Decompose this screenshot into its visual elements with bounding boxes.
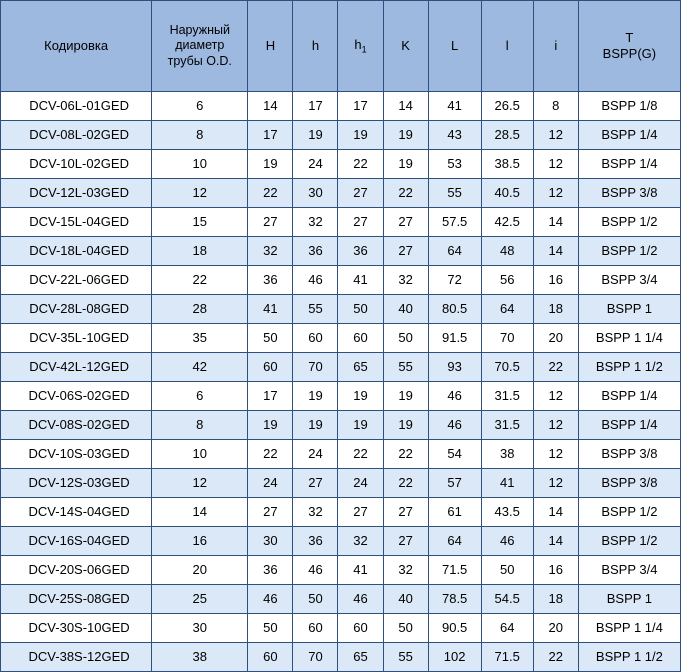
cell-h1: 27 — [338, 498, 383, 527]
cell-h1: 60 — [338, 614, 383, 643]
cell-h: 46 — [293, 556, 338, 585]
cell-H: 17 — [248, 382, 293, 411]
cell-code: DCV-06S-02GED — [1, 382, 152, 411]
cell-od: 25 — [152, 585, 248, 614]
cell-L: 61 — [428, 498, 481, 527]
cell-l: 70.5 — [481, 353, 533, 382]
cell-h1: 27 — [338, 208, 383, 237]
cell-i: 14 — [533, 208, 578, 237]
cell-code: DCV-06L-01GED — [1, 92, 152, 121]
cell-K: 55 — [383, 353, 428, 382]
cell-h: 36 — [293, 527, 338, 556]
column-header-i — [533, 1, 578, 92]
cell-od: 18 — [152, 237, 248, 266]
cell-h: 27 — [293, 469, 338, 498]
column-header-thread — [578, 1, 680, 92]
cell-K: 19 — [383, 121, 428, 150]
cell-K: 27 — [383, 208, 428, 237]
cell-L: 80.5 — [428, 295, 481, 324]
table-row — [1, 295, 681, 324]
cell-od: 8 — [152, 411, 248, 440]
cell-h: 50 — [293, 585, 338, 614]
table-row — [1, 527, 681, 556]
cell-i: 16 — [533, 266, 578, 295]
cell-h1: 22 — [338, 150, 383, 179]
cell-i: 20 — [533, 324, 578, 353]
cell-T: BSPP 1/4 — [578, 411, 680, 440]
cell-code: DCV-30S-10GED — [1, 614, 152, 643]
cell-i: 12 — [533, 440, 578, 469]
column-header-l — [481, 1, 533, 92]
cell-h: 55 — [293, 295, 338, 324]
cell-T: BSPP 1 1/2 — [578, 643, 680, 672]
column-header-i-label: i — [554, 37, 558, 53]
cell-code: DCV-14S-04GED — [1, 498, 152, 527]
cell-l: 48 — [481, 237, 533, 266]
cell-K: 27 — [383, 498, 428, 527]
cell-h: 70 — [293, 353, 338, 382]
cell-H: 41 — [248, 295, 293, 324]
cell-H: 32 — [248, 237, 293, 266]
cell-H: 36 — [248, 266, 293, 295]
cell-l: 54.5 — [481, 585, 533, 614]
column-header-code — [1, 1, 152, 92]
cell-h: 32 — [293, 498, 338, 527]
cell-L: 46 — [428, 382, 481, 411]
cell-H: 30 — [248, 527, 293, 556]
cell-K: 27 — [383, 237, 428, 266]
cell-od: 20 — [152, 556, 248, 585]
cell-L: 72 — [428, 266, 481, 295]
cell-h1: 27 — [338, 179, 383, 208]
cell-h: 24 — [293, 440, 338, 469]
cell-i: 12 — [533, 469, 578, 498]
cell-code: DCV-12S-03GED — [1, 469, 152, 498]
table-row — [1, 382, 681, 411]
cell-K: 27 — [383, 527, 428, 556]
column-header-thread-line2: BSPP(G) — [602, 46, 657, 61]
cell-L: 91.5 — [428, 324, 481, 353]
cell-T: BSPP 1/4 — [578, 382, 680, 411]
cell-H: 60 — [248, 353, 293, 382]
cell-K: 22 — [383, 179, 428, 208]
column-header-l-label: l — [505, 37, 509, 53]
cell-i: 22 — [533, 353, 578, 382]
table-row — [1, 92, 681, 121]
cell-h1: 50 — [338, 295, 383, 324]
cell-H: 17 — [248, 121, 293, 150]
cell-h1: 19 — [338, 382, 383, 411]
cell-K: 50 — [383, 614, 428, 643]
cell-L: 78.5 — [428, 585, 481, 614]
cell-l: 64 — [481, 614, 533, 643]
cell-K: 22 — [383, 469, 428, 498]
cell-H: 19 — [248, 150, 293, 179]
cell-L: 55 — [428, 179, 481, 208]
cell-i: 14 — [533, 237, 578, 266]
cell-l: 26.5 — [481, 92, 533, 121]
cell-L: 57.5 — [428, 208, 481, 237]
cell-l: 28.5 — [481, 121, 533, 150]
cell-K: 50 — [383, 324, 428, 353]
cell-od: 30 — [152, 614, 248, 643]
cell-code: DCV-20S-06GED — [1, 556, 152, 585]
cell-i: 8 — [533, 92, 578, 121]
cell-h1: 65 — [338, 643, 383, 672]
cell-h1: 19 — [338, 121, 383, 150]
table-row — [1, 150, 681, 179]
cell-T: BSPP 1 1/2 — [578, 353, 680, 382]
column-header-code-label: Кодировка — [44, 37, 109, 53]
cell-h: 36 — [293, 237, 338, 266]
cell-l: 40.5 — [481, 179, 533, 208]
column-header-h1 — [338, 1, 383, 92]
cell-od: 12 — [152, 469, 248, 498]
cell-h: 32 — [293, 208, 338, 237]
cell-i: 14 — [533, 498, 578, 527]
cell-i: 20 — [533, 614, 578, 643]
cell-h1: 19 — [338, 411, 383, 440]
cell-code: DCV-15L-04GED — [1, 208, 152, 237]
cell-h1: 24 — [338, 469, 383, 498]
cell-l: 38.5 — [481, 150, 533, 179]
cell-T: BSPP 1 1/4 — [578, 324, 680, 353]
cell-od: 15 — [152, 208, 248, 237]
cell-l: 50 — [481, 556, 533, 585]
cell-H: 50 — [248, 324, 293, 353]
cell-code: DCV-08L-02GED — [1, 121, 152, 150]
cell-h: 46 — [293, 266, 338, 295]
cell-H: 36 — [248, 556, 293, 585]
cell-h: 60 — [293, 614, 338, 643]
cell-code: DCV-22L-06GED — [1, 266, 152, 295]
column-header-H-label: H — [265, 37, 276, 53]
cell-od: 38 — [152, 643, 248, 672]
cell-od: 28 — [152, 295, 248, 324]
cell-l: 56 — [481, 266, 533, 295]
cell-h1: 36 — [338, 237, 383, 266]
cell-code: DCV-10S-03GED — [1, 440, 152, 469]
cell-H: 19 — [248, 411, 293, 440]
cell-H: 50 — [248, 614, 293, 643]
cell-h1: 41 — [338, 556, 383, 585]
cell-od: 35 — [152, 324, 248, 353]
cell-l: 42.5 — [481, 208, 533, 237]
cell-T: BSPP 1 — [578, 585, 680, 614]
table-row — [1, 440, 681, 469]
cell-T: BSPP 3/4 — [578, 556, 680, 585]
cell-od: 8 — [152, 121, 248, 150]
cell-i: 16 — [533, 556, 578, 585]
cell-od: 6 — [152, 382, 248, 411]
column-header-od-line3: трубы O.D. — [167, 53, 232, 68]
column-header-K-label: K — [401, 37, 410, 53]
column-header-h1-label: h — [354, 36, 362, 52]
cell-h1: 32 — [338, 527, 383, 556]
cell-i: 12 — [533, 179, 578, 208]
cell-h1: 22 — [338, 440, 383, 469]
cell-L: 41 — [428, 92, 481, 121]
cell-T: BSPP 1/2 — [578, 527, 680, 556]
cell-h: 60 — [293, 324, 338, 353]
cell-K: 19 — [383, 382, 428, 411]
cell-l: 46 — [481, 527, 533, 556]
cell-code: DCV-10L-02GED — [1, 150, 152, 179]
cell-H: 24 — [248, 469, 293, 498]
cell-i: 12 — [533, 150, 578, 179]
cell-code: DCV-25S-08GED — [1, 585, 152, 614]
cell-h: 17 — [293, 92, 338, 121]
cell-od: 10 — [152, 150, 248, 179]
cell-K: 40 — [383, 295, 428, 324]
cell-L: 71.5 — [428, 556, 481, 585]
cell-h1: 17 — [338, 92, 383, 121]
cell-l: 71.5 — [481, 643, 533, 672]
table-row — [1, 179, 681, 208]
cell-T: BSPP 1/2 — [578, 237, 680, 266]
cell-code: DCV-28L-08GED — [1, 295, 152, 324]
cell-L: 64 — [428, 237, 481, 266]
cell-h1: 41 — [338, 266, 383, 295]
table-row — [1, 469, 681, 498]
table-row — [1, 614, 681, 643]
cell-h1: 65 — [338, 353, 383, 382]
cell-l: 41 — [481, 469, 533, 498]
cell-od: 16 — [152, 527, 248, 556]
cell-od: 10 — [152, 440, 248, 469]
cell-T: BSPP 1/2 — [578, 208, 680, 237]
cell-T: BSPP 3/4 — [578, 266, 680, 295]
table-row — [1, 585, 681, 614]
table-row — [1, 353, 681, 382]
cell-od: 42 — [152, 353, 248, 382]
cell-T: BSPP 3/8 — [578, 469, 680, 498]
cell-i: 18 — [533, 295, 578, 324]
cell-code: DCV-38S-12GED — [1, 643, 152, 672]
cell-K: 14 — [383, 92, 428, 121]
cell-i: 12 — [533, 411, 578, 440]
column-header-od-line1: Наружный — [169, 22, 230, 37]
column-header-L-label: L — [451, 37, 459, 53]
column-header-h1-subscript: 1 — [361, 44, 367, 55]
cell-i: 12 — [533, 121, 578, 150]
cell-T: BSPP 1/4 — [578, 121, 680, 150]
cell-H: 22 — [248, 440, 293, 469]
cell-od: 22 — [152, 266, 248, 295]
cell-l: 70 — [481, 324, 533, 353]
cell-od: 6 — [152, 92, 248, 121]
cell-i: 22 — [533, 643, 578, 672]
cell-T: BSPP 1/4 — [578, 150, 680, 179]
column-header-K — [383, 1, 428, 92]
cell-code: DCV-16S-04GED — [1, 527, 152, 556]
cell-h1: 46 — [338, 585, 383, 614]
table-row — [1, 498, 681, 527]
cell-L: 43 — [428, 121, 481, 150]
cell-l: 64 — [481, 295, 533, 324]
cell-od: 14 — [152, 498, 248, 527]
table-row — [1, 324, 681, 353]
cell-h: 30 — [293, 179, 338, 208]
column-header-L — [428, 1, 481, 92]
cell-l: 31.5 — [481, 382, 533, 411]
cell-i: 12 — [533, 382, 578, 411]
column-header-h — [293, 1, 338, 92]
cell-i: 18 — [533, 585, 578, 614]
cell-L: 90.5 — [428, 614, 481, 643]
table-row — [1, 266, 681, 295]
cell-h1: 60 — [338, 324, 383, 353]
cell-T: BSPP 3/8 — [578, 179, 680, 208]
column-header-od-line2: диаметр — [175, 38, 225, 53]
table-row — [1, 121, 681, 150]
cell-h: 70 — [293, 643, 338, 672]
cell-l: 31.5 — [481, 411, 533, 440]
cell-L: 64 — [428, 527, 481, 556]
cell-h: 19 — [293, 121, 338, 150]
cell-h: 19 — [293, 382, 338, 411]
cell-K: 55 — [383, 643, 428, 672]
cell-code: DCV-35L-10GED — [1, 324, 152, 353]
cell-L: 54 — [428, 440, 481, 469]
cell-L: 93 — [428, 353, 481, 382]
table-body — [1, 92, 681, 672]
cell-H: 46 — [248, 585, 293, 614]
cell-L: 102 — [428, 643, 481, 672]
table-row — [1, 556, 681, 585]
table-row — [1, 208, 681, 237]
cell-L: 57 — [428, 469, 481, 498]
cell-K: 19 — [383, 150, 428, 179]
cell-K: 40 — [383, 585, 428, 614]
table-header — [1, 1, 681, 92]
cell-T: BSPP 1 — [578, 295, 680, 324]
cell-l: 38 — [481, 440, 533, 469]
cell-code: DCV-12L-03GED — [1, 179, 152, 208]
cell-h: 24 — [293, 150, 338, 179]
cell-code: DCV-42L-12GED — [1, 353, 152, 382]
column-header-h-label: h — [311, 37, 320, 53]
cell-H: 22 — [248, 179, 293, 208]
cell-K: 22 — [383, 440, 428, 469]
header-row — [1, 1, 681, 92]
cell-code: DCV-08S-02GED — [1, 411, 152, 440]
cell-H: 27 — [248, 498, 293, 527]
cell-T: BSPP 1/8 — [578, 92, 680, 121]
cell-K: 32 — [383, 556, 428, 585]
cell-T: BSPP 1 1/4 — [578, 614, 680, 643]
cell-H: 14 — [248, 92, 293, 121]
cell-L: 53 — [428, 150, 481, 179]
table-row — [1, 411, 681, 440]
table-row — [1, 237, 681, 266]
cell-h: 19 — [293, 411, 338, 440]
cell-K: 19 — [383, 411, 428, 440]
cell-K: 32 — [383, 266, 428, 295]
cell-T: BSPP 3/8 — [578, 440, 680, 469]
cell-L: 46 — [428, 411, 481, 440]
column-header-outer-diameter — [152, 1, 248, 92]
column-header-thread-line1: T — [625, 29, 634, 45]
cell-H: 60 — [248, 643, 293, 672]
cell-T: BSPP 1/2 — [578, 498, 680, 527]
cell-od: 12 — [152, 179, 248, 208]
cell-H: 27 — [248, 208, 293, 237]
cell-l: 43.5 — [481, 498, 533, 527]
column-header-H — [248, 1, 293, 92]
cell-i: 14 — [533, 527, 578, 556]
cell-code: DCV-18L-04GED — [1, 237, 152, 266]
